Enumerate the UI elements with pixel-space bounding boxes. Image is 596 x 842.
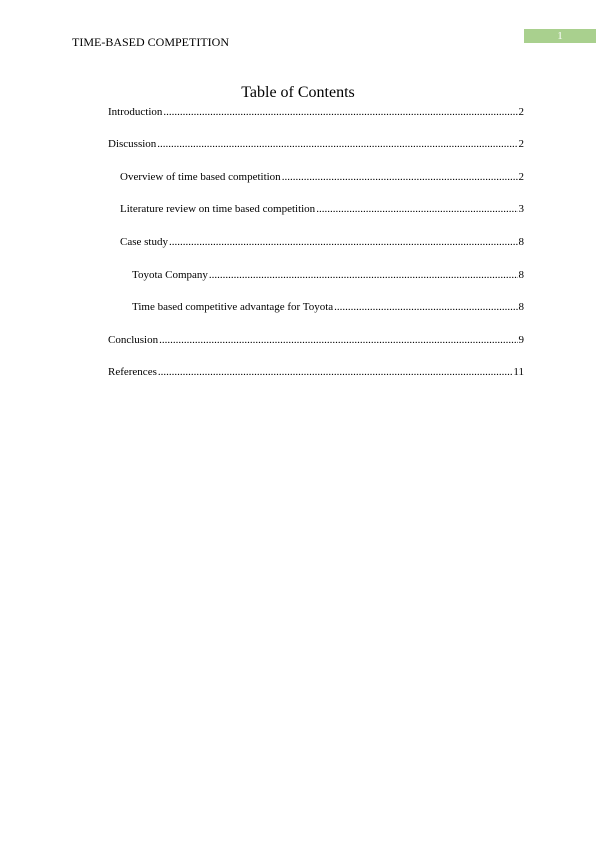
toc-entry-label: Case study: [120, 236, 168, 248]
toc-entry-label: Literature review on time based competition: [120, 203, 316, 215]
toc-entry-references[interactable]: [108, 365, 524, 379]
toc-title: Table of Contents: [241, 84, 355, 101]
toc-leader-dots: [157, 137, 517, 151]
toc-entry-page: 9: [518, 334, 524, 346]
toc-entry-label: Time based competitive advantage for Toyota: [132, 301, 334, 313]
page-number-badge: 1: [524, 29, 596, 43]
toc-leader-dots: [163, 105, 517, 119]
toc-leader-dots: [159, 333, 517, 347]
toc-entry-page: 3: [518, 203, 524, 215]
toc-leader-dots: [158, 365, 513, 379]
toc-leader-dots: [209, 268, 518, 282]
toc-leader-dots: [334, 300, 517, 314]
toc-leader-dots: [316, 202, 517, 216]
toc-entry-introduction[interactable]: [108, 105, 524, 119]
toc-entry-case-study[interactable]: [120, 235, 524, 249]
toc-entry-toyota-advantage[interactable]: [132, 300, 524, 314]
toc-entry-literature-review[interactable]: [120, 202, 524, 216]
toc-entry-overview[interactable]: [120, 170, 524, 184]
toc-entry-label: Toyota Company: [132, 269, 208, 281]
toc-entry-toyota-company[interactable]: [132, 268, 524, 282]
toc-entry-page: 8: [518, 236, 524, 248]
running-head: TIME-BASED COMPETITION: [72, 35, 229, 49]
toc-entry-label: Overview of time based competition: [120, 171, 281, 183]
toc-entry-page: 8: [518, 301, 524, 313]
toc-entry-label: Conclusion: [108, 334, 159, 346]
toc-entry-discussion[interactable]: [108, 137, 524, 151]
toc-entry-page: 11: [513, 366, 524, 378]
toc-leader-dots: [282, 170, 518, 184]
toc-entry-label: References: [108, 366, 157, 378]
toc-leader-dots: [169, 235, 518, 249]
toc-entry-conclusion[interactable]: [108, 333, 524, 347]
toc-entry-page: 8: [518, 269, 524, 281]
toc-entry-page: 2: [518, 138, 524, 150]
toc-entry-label: Discussion: [108, 138, 157, 150]
toc-entry-page: 2: [518, 171, 524, 183]
toc-entry-page: 2: [518, 106, 524, 118]
toc-entry-label: Introduction: [108, 106, 163, 118]
